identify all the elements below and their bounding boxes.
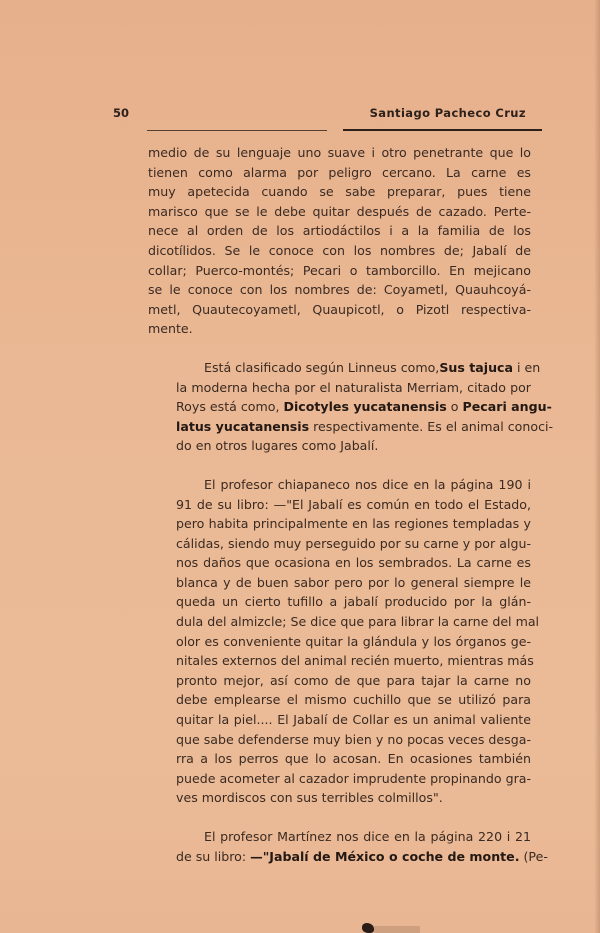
text-line xyxy=(148,319,531,339)
text-line xyxy=(148,163,531,183)
text-line xyxy=(148,632,531,652)
text-run: medio de su lenguaje uno suave i otro penetrante que lo xyxy=(148,145,531,160)
running-head-author: Santiago Pacheco Cruz xyxy=(369,106,526,120)
text-run: muy apetecida cuando se sabe preparar, pues tiene xyxy=(148,184,531,200)
text-line xyxy=(148,710,531,730)
text-line xyxy=(148,261,531,281)
text-run: se le conoce con los nombres de: Coyametl, Quauhcoyá- xyxy=(148,282,531,298)
text-run: tienen como alarma por peligro cercano. La carne es xyxy=(148,164,531,180)
text-line xyxy=(148,475,531,495)
text-line xyxy=(148,202,531,222)
text-run: de su libro: xyxy=(176,848,251,864)
text-run: olor es conveniente quitar la glándula y los órganos ge- xyxy=(176,633,531,649)
page-edge-shadow xyxy=(594,0,600,933)
paragraph xyxy=(148,143,531,339)
text-line xyxy=(148,749,531,769)
text-run: nece al orden de los artiodáctilos i a la familia de los xyxy=(148,223,531,239)
text-line xyxy=(148,280,531,300)
text-run: dicotílidos. Se le conoce con los nombres de; Jabalí de xyxy=(148,242,531,258)
text-run: o xyxy=(446,399,463,415)
paragraph xyxy=(148,475,540,808)
text-run: pronto mejor, así como de que para tajar la carne no xyxy=(176,672,531,688)
text-run: ves mordiscos con sus terribles colmillos". xyxy=(176,790,443,806)
text-run: rra a los perros que lo acosan. En ocasiones también xyxy=(176,751,531,767)
text-run: respectivamente. Es el animal conoci- xyxy=(309,418,554,434)
text-run: (Pe- xyxy=(519,848,548,864)
paragraph xyxy=(148,827,548,866)
text-run: blanca y de buen sabor pero por lo general siempre le xyxy=(176,574,531,590)
text-run: que sabe defenderse muy bien y no pocas veces desga- xyxy=(176,731,531,747)
text-run: i en xyxy=(513,359,541,375)
text-line xyxy=(148,358,541,378)
text-line xyxy=(148,671,531,691)
bold-term: Sus tajuca xyxy=(439,359,513,375)
body-text xyxy=(148,143,554,866)
page-number: 50 xyxy=(113,106,130,120)
text-run: Roys está como, xyxy=(176,399,284,415)
text-run: nitales externos del animal recién muerto, mientras más xyxy=(176,653,534,669)
text-run: quitar la piel.... El Jabalí de Collar es un animal valiente xyxy=(176,712,531,728)
text-line xyxy=(148,221,531,241)
bold-term: Dicotyles yucatanensis xyxy=(283,399,447,415)
text-line xyxy=(148,612,540,632)
text-run: marisco que se le debe quitar después de cazado. Perte- xyxy=(148,203,531,219)
bold-term: latus yucatanensis xyxy=(176,418,310,434)
paragraph xyxy=(148,358,554,456)
text-run: 91 de su libro: —"El Jabalí es común en todo el Estado, xyxy=(176,496,531,512)
text-run: El profesor Martínez nos dice en la página 220 i 21 xyxy=(204,829,531,844)
ink-blot-mark xyxy=(362,923,374,933)
text-run: la moderna hecha por el naturalista Merriam, citado por xyxy=(176,379,531,395)
text-line xyxy=(148,651,534,671)
page-stain xyxy=(374,926,420,933)
text-run: queda un cierto tufillo a jabalí producido por la glán- xyxy=(176,594,531,610)
header-rule-left xyxy=(147,130,327,131)
bold-term: Pecari angu- xyxy=(462,399,552,415)
text-line xyxy=(148,788,531,808)
text-line xyxy=(148,241,531,261)
text-line xyxy=(148,690,531,710)
text-run: cálidas, siendo muy perseguido por su carne y por algu- xyxy=(176,535,531,551)
text-line xyxy=(148,397,552,417)
text-run: mente. xyxy=(148,321,193,337)
text-line xyxy=(148,847,548,867)
text-line xyxy=(148,436,531,456)
text-line xyxy=(148,592,531,612)
text-run: do en otros lugares como Jabalí. xyxy=(176,438,379,454)
text-line xyxy=(148,495,531,515)
text-run: collar; Puerco-montés; Pecari o tamborcillo. En mejicano xyxy=(148,262,531,278)
text-line xyxy=(148,534,531,554)
text-run: Está clasificado según Linneus como, xyxy=(204,359,440,375)
text-line xyxy=(148,143,531,163)
text-run: dula del almizcle; Se dice que para librar la carne del mal xyxy=(176,614,540,630)
text-line xyxy=(148,300,531,320)
text-run: puede acometer al cazador imprudente propinando gra- xyxy=(176,770,532,786)
text-run: debe emplearse el mismo cuchillo que se utilizó para xyxy=(176,692,531,708)
text-run: metl, Quautecoyametl, Quaupicotl, o Pizotl respectiva- xyxy=(148,301,531,317)
text-run: El profesor chiapaneco nos dice en la página 190 i xyxy=(204,476,531,492)
text-line xyxy=(148,417,554,437)
text-line xyxy=(148,573,531,593)
text-run: pero habita principalmente en las regiones templadas y xyxy=(176,516,531,532)
text-line xyxy=(148,769,531,789)
text-line xyxy=(148,514,531,534)
text-line xyxy=(148,378,531,398)
bold-term: —"Jabalí de México o coche de monte. xyxy=(250,848,520,864)
page-header xyxy=(113,106,526,136)
text-line xyxy=(148,730,531,750)
text-line xyxy=(148,827,531,847)
text-line xyxy=(148,182,531,202)
text-run: nos daños que ocasiona en los sembrados. La carne es xyxy=(176,555,531,571)
header-rule-right xyxy=(343,129,542,131)
text-line xyxy=(148,553,531,573)
